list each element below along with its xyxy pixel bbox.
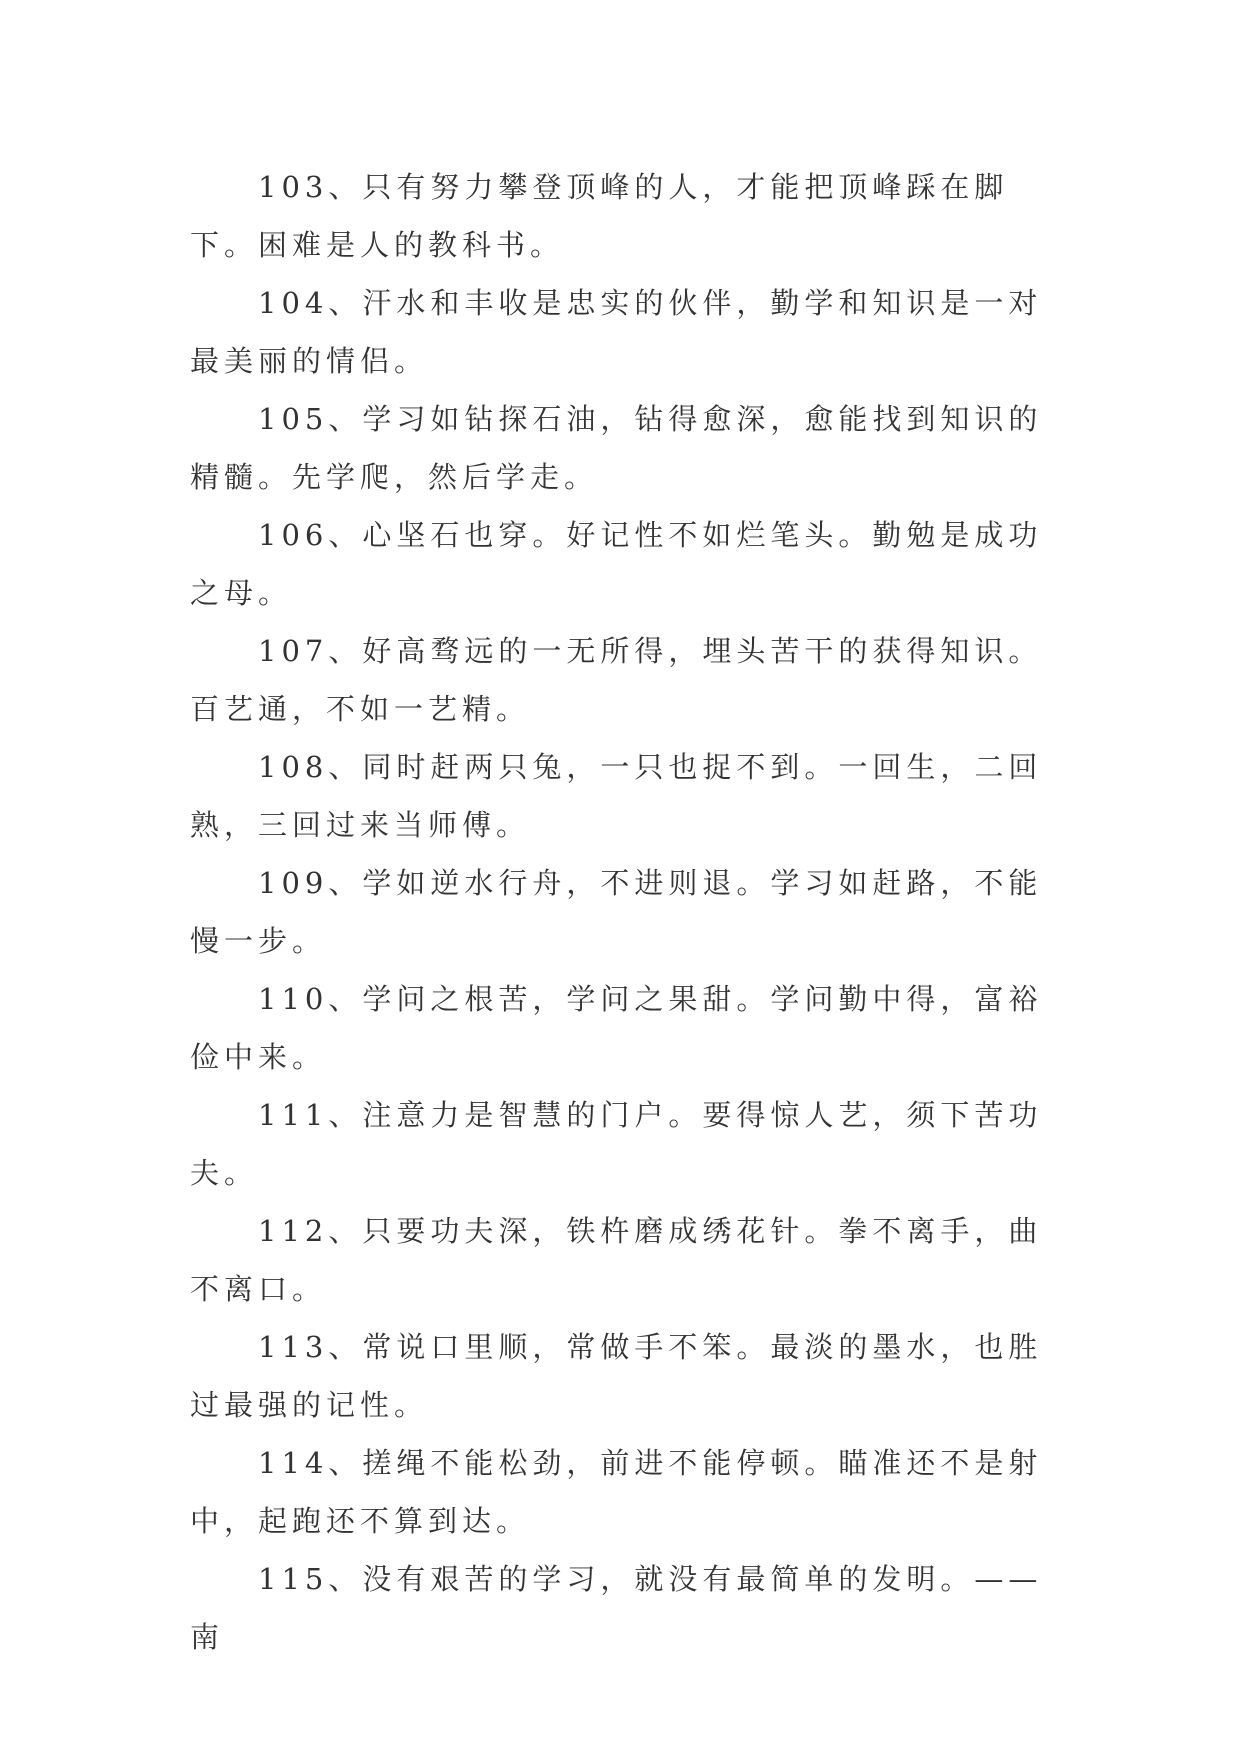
paragraph-115: 115、没有艰苦的学习，就没有最简单的发明。——南 — [190, 1562, 1043, 1654]
paragraph-109: 109、学如逆水行舟，不进则退。学习如赶路，不能慢一步。 — [190, 866, 1043, 958]
paragraph-111: 111、注意力是智慧的门户。要得惊人艺，须下苦功夫。 — [190, 1098, 1043, 1190]
paragraph-112: 112、只要功夫深，铁杵磨成绣花针。拳不离手，曲不离口。 — [190, 1214, 1043, 1306]
paragraph-105: 105、学习如钻探石油，钻得愈深，愈能找到知识的精髓。先学爬，然后学走。 — [190, 402, 1043, 494]
paragraph-108: 108、同时赶两只兔，一只也捉不到。一回生，二回熟，三回过来当师傅。 — [190, 750, 1043, 842]
paragraph-103: 103、只有努力攀登顶峰的人，才能把顶峰踩在脚下。困难是人的教科书。 — [190, 170, 1009, 262]
paragraph-107: 107、好高骛远的一无所得，埋头苦干的获得知识。百艺通，不如一艺精。 — [190, 634, 1043, 726]
paragraph-104: 104、汗水和丰收是忠实的伙伴，勤学和知识是一对最美丽的情侣。 — [190, 286, 1043, 378]
paragraph-114: 114、搓绳不能松劲，前进不能停顿。瞄准还不是射中，起跑还不算到达。 — [190, 1446, 1043, 1538]
document-body — [190, 158, 1070, 1666]
paragraph-113: 113、常说口里顺，常做手不笨。最淡的墨水，也胜过最强的记性。 — [190, 1330, 1043, 1422]
paragraph-106: 106、心坚石也穿。好记性不如烂笔头。勤勉是成功之母。 — [190, 518, 1043, 610]
paragraph-110: 110、学问之根苦，学问之果甜。学问勤中得，富裕俭中来。 — [190, 982, 1043, 1074]
